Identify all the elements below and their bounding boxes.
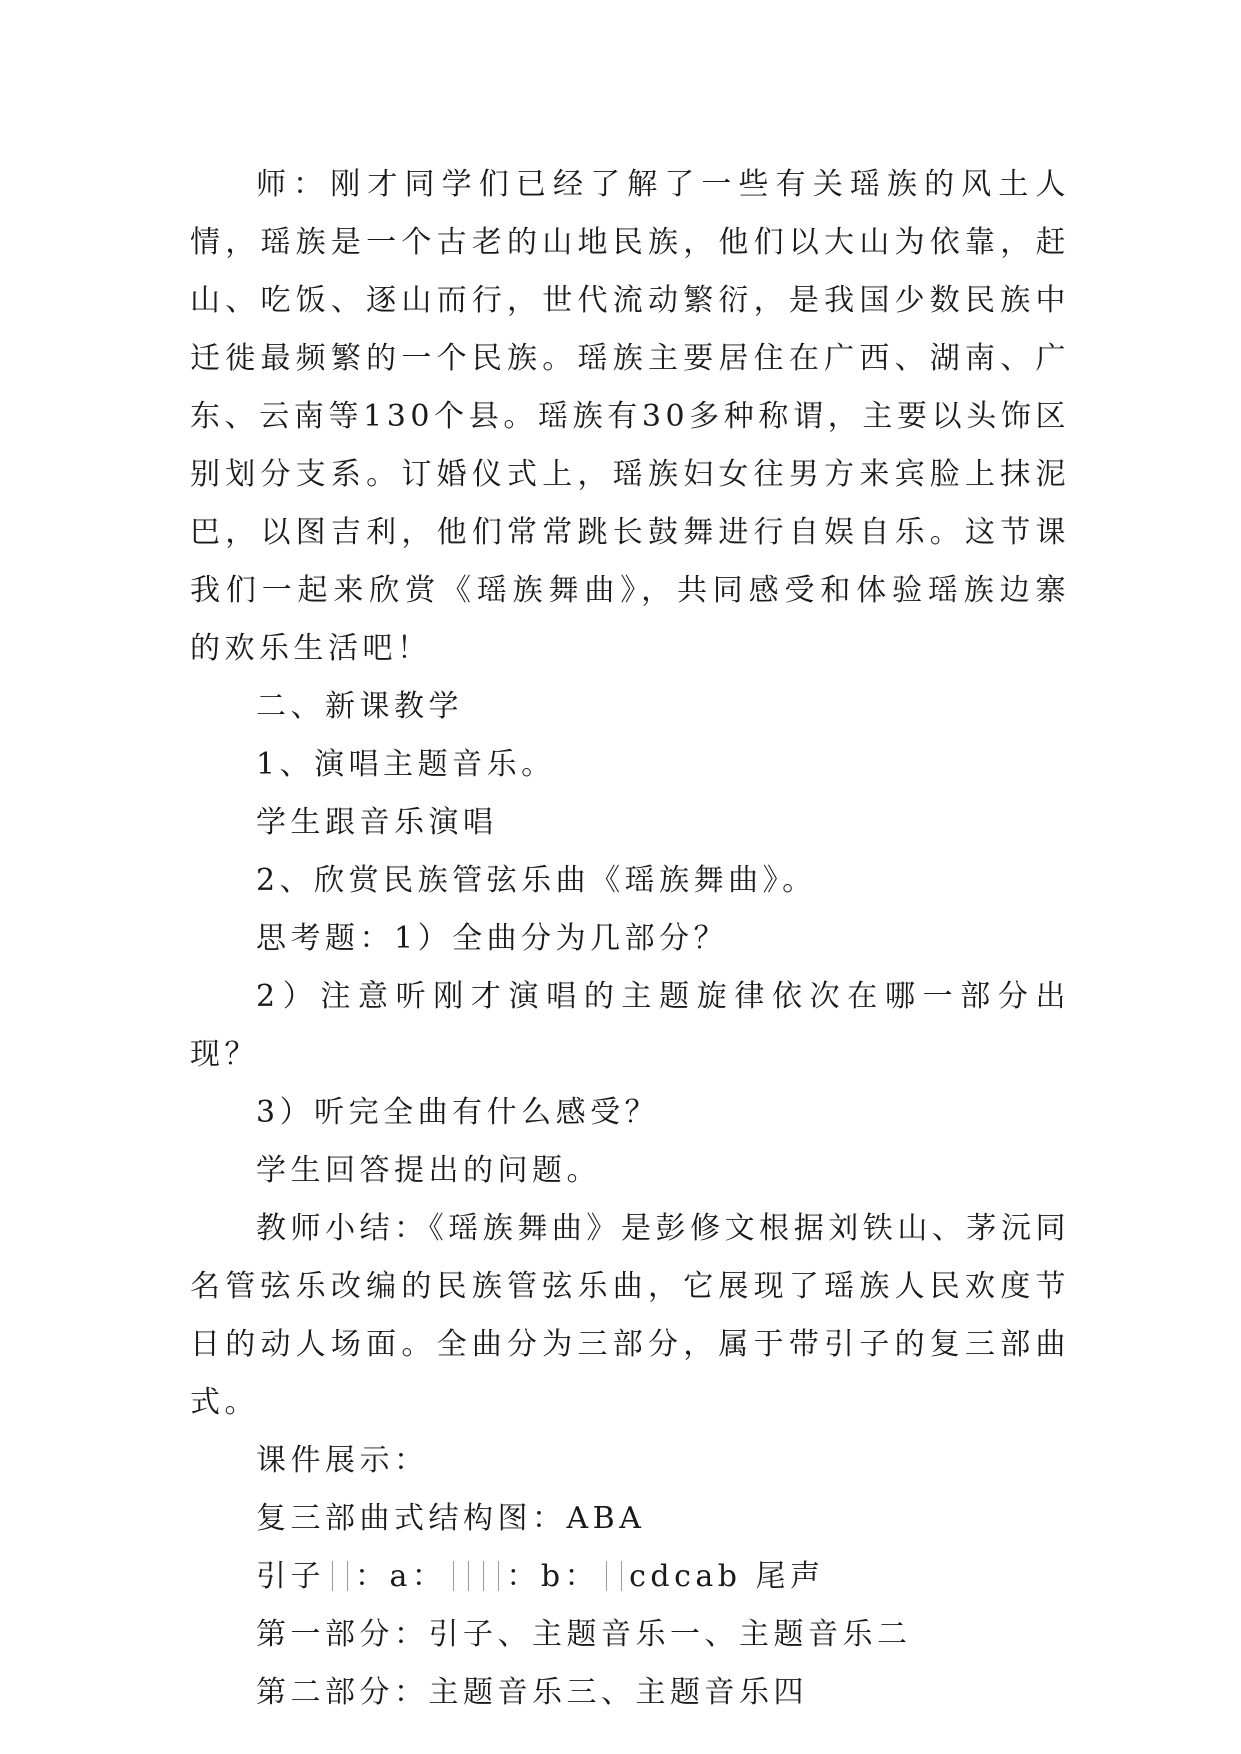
paragraph-question-2: 2）注意听刚才演唱的主题旋律依次在哪一部分出现？	[190, 979, 1070, 1072]
paragraph-step-2: 2、欣赏民族管弦乐曲《瑶族舞曲》。	[256, 863, 817, 898]
paragraph-part-one: 第一部分：引子、主题音乐一、主题音乐二	[256, 1617, 912, 1652]
structure-coda: cdcab 尾声	[629, 1559, 825, 1594]
structure-line	[190, 1548, 1070, 1606]
paragraph-students-answer: 学生回答提出的问题。	[256, 1153, 601, 1188]
repeat-bar	[498, 1561, 499, 1591]
paragraph-intro: 师：刚才同学们已经了解了一些有关瑶族的风土人情，瑶族是一个古老的山地民族，他们以大山为依靠，赶山、吃饭、逐山而行，世代流动繁衍，是我国少数民族中迁徙最频繁的一个民族。瑶族主要居住在广西、湖南、广东、云南等130个县。瑶族有30多种称谓，主要以头饰区别划分支系。订婚仪式上，瑶族妇女往男方来宾脸上抹泥巴，以图吉利，他们常常跳长鼓舞进行自娱自乐。这节课我们一起来欣赏《瑶族舞曲》，共同感受和体验瑶族边寨的欢乐生活吧！	[190, 167, 1070, 666]
paragraph-question-1: 思考题：1）全曲分为几部分？	[256, 921, 729, 956]
structure-section-a: ：a：	[355, 1559, 447, 1594]
repeat-bar	[621, 1561, 622, 1591]
repeat-bar	[332, 1561, 333, 1591]
document-page	[190, 156, 1070, 1722]
section-heading-new-lesson: 二、新课教学	[256, 689, 463, 724]
paragraph-structure-diagram: 复三部曲式结构图：ABA	[256, 1501, 646, 1536]
paragraph-question-3: 3）听完全曲有什么感受？	[256, 1095, 660, 1130]
repeat-bar	[453, 1561, 454, 1591]
repeat-bar	[606, 1561, 607, 1591]
repeat-bar	[483, 1561, 484, 1591]
repeat-bar	[347, 1561, 348, 1591]
paragraph-step-1: 1、演唱主题音乐。	[256, 747, 556, 782]
paragraph-students-sing: 学生跟音乐演唱	[256, 805, 498, 840]
repeat-bar	[468, 1561, 469, 1591]
paragraph-courseware: 课件展示：	[256, 1443, 429, 1478]
paragraph-teacher-summary: 教师小结：《瑶族舞曲》是彭修文根据刘铁山、茅沅同名管弦乐改编的民族管弦乐曲，它展现了瑶族人民欢度节日的动人场面。全曲分为三部分，属于带引子的复三部曲式。	[190, 1211, 1070, 1420]
structure-intro: 引子	[256, 1559, 325, 1594]
structure-section-b: ：b：	[506, 1559, 600, 1594]
paragraph-part-two: 第二部分：主题音乐三、主题音乐四	[256, 1675, 808, 1710]
